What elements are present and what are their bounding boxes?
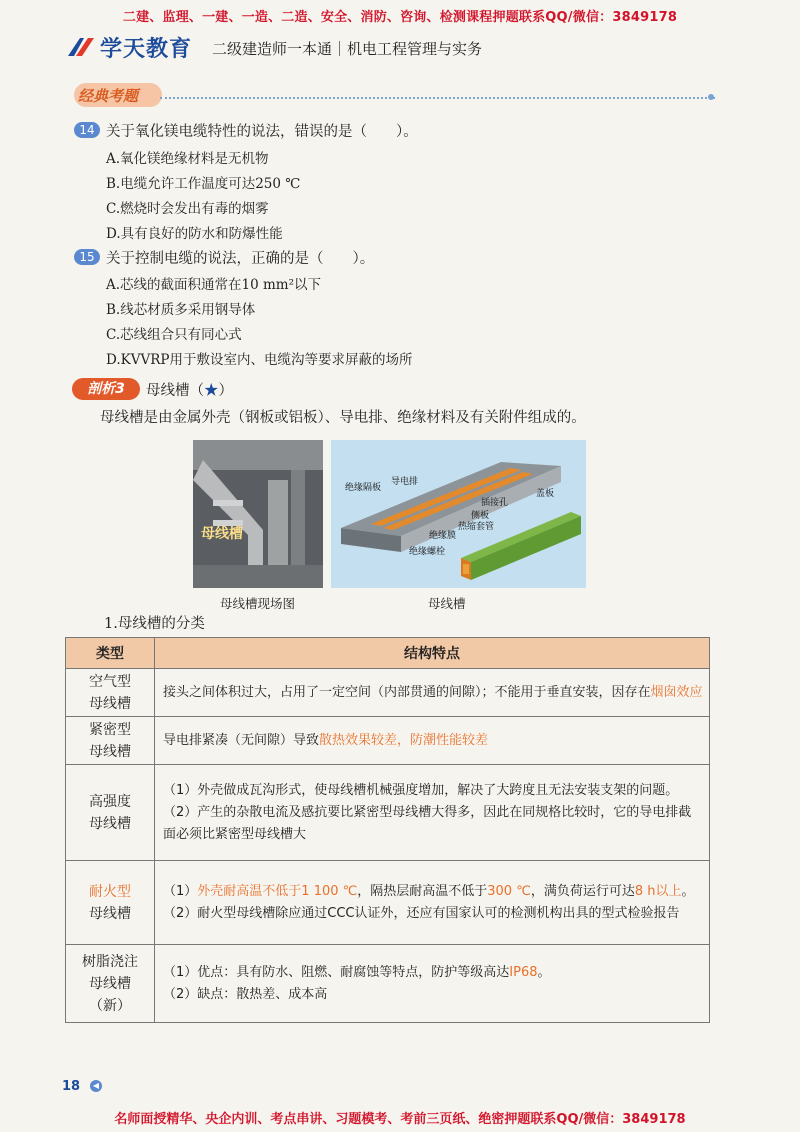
label-insulation-partition: 绝缘隔板 xyxy=(345,483,382,493)
table-header-row xyxy=(66,638,710,669)
feature-paragraph xyxy=(163,682,703,704)
row-type-line: （新） xyxy=(89,997,131,1014)
highlight-text: 外壳耐高温不低于 xyxy=(197,883,302,899)
highlight-text: 1 100 ℃ xyxy=(301,883,358,899)
subsection-title: 1.母线槽的分类 xyxy=(104,616,205,632)
table-row xyxy=(66,765,710,861)
photo1-overlay-label: 母线槽 xyxy=(201,526,243,542)
row-type-cell xyxy=(66,861,155,945)
question-14-option-d: D.具有良好的防水和防爆性能 xyxy=(106,226,283,242)
bottom-promo-banner: 名师面授精华、央企内训、考点串讲、习题模考、考前三页纸、绝密押题联系QQ/微信：3849178 xyxy=(114,1112,686,1127)
highlight-text: 散热效果较差，防潮性能较差 xyxy=(319,732,489,748)
question-14-option-c: C.燃烧时会发出有毒的烟雾 xyxy=(106,201,269,217)
table-header-type: 类型 xyxy=(66,638,155,669)
row-type-line: 母线槽 xyxy=(89,815,131,832)
busway-classification-table xyxy=(65,637,710,1023)
question-15-option-d: D.KVVRP用于敷设室内、电缆沟等要求屏蔽的场所 xyxy=(106,352,413,368)
feature-paragraph xyxy=(163,881,703,903)
row-feature-cell xyxy=(155,945,710,1023)
row-feature-cell xyxy=(155,765,710,861)
feature-text: （1）优点：具有防水、阻燃、耐腐蚀等特点，防护等级高达 xyxy=(163,964,510,980)
feature-paragraph xyxy=(163,903,703,925)
table-row xyxy=(66,945,710,1023)
row-type-line: 母线槽 xyxy=(89,743,131,760)
feature-text: 。 xyxy=(537,964,551,980)
page-arrow-icon: ◀ xyxy=(90,1080,102,1092)
question-number-14: 14 xyxy=(74,122,100,138)
label-conductor-bar: 导电排 xyxy=(391,477,419,487)
row-type-line: 空气型 xyxy=(89,673,131,690)
question-15-option-c: C.芯线组合只有同心式 xyxy=(106,327,242,343)
row-type-cell xyxy=(66,765,155,861)
row-type-line: 母线槽 xyxy=(89,905,131,922)
page-number: 18 xyxy=(62,1079,81,1094)
header-title: 二级建造师一本通｜机电工程管理与实务 xyxy=(212,40,483,58)
table-header-features: 结构特点 xyxy=(155,638,710,669)
brand-logo xyxy=(66,30,196,64)
feature-paragraph xyxy=(163,780,703,802)
question-14-stem: 关于氧化镁电缆特性的说法，错误的是（ ）。 xyxy=(106,124,418,140)
feature-paragraph xyxy=(163,802,703,846)
busway-site-photo xyxy=(193,440,323,588)
section-divider xyxy=(160,97,715,99)
photo2-caption: 母线槽 xyxy=(428,596,466,611)
label-cover-plate: 盖板 xyxy=(536,489,555,499)
question-14-option-b: B.电缆允许工作温度可达250 ℃ xyxy=(106,176,301,192)
feature-text: （1）外壳做成瓦沟形式，使母线槽机械强度增加，解决了大跨度且无法安装支架的问题。 xyxy=(163,782,679,798)
row-type-line: 母线槽 xyxy=(89,695,131,712)
feature-text: （2）耐火型母线槽除应通过CCC认证外，还应有国家认可的检测机构出具的型式检验报告 xyxy=(163,905,680,921)
row-feature-cell xyxy=(155,861,710,945)
feature-text: 接头之间体积过大，占用了一定空间（内部贯通的间隙）；不能用于垂直安装，因存在 xyxy=(163,684,651,700)
highlight-text: 300 ℃ xyxy=(487,883,531,899)
feature-text: （1） xyxy=(163,883,198,899)
analysis-badge: 剖析3 xyxy=(72,378,140,400)
table-body xyxy=(66,669,710,1023)
table-row xyxy=(66,717,710,765)
feature-paragraph xyxy=(163,984,703,1006)
question-number-15: 15 xyxy=(74,249,100,265)
analysis-title-end: ） xyxy=(218,383,233,399)
question-15-stem: 关于控制电缆的说法，正确的是（ ）。 xyxy=(106,251,375,267)
feature-text: （2）产生的杂散电流及感抗要比紧密型母线槽大得多，因此在同规格比较时，它的导电排截面必须比紧密型母线槽大 xyxy=(163,804,692,842)
label-plug-hole: 插接孔 xyxy=(481,498,509,508)
label-side-plate: 侧板 xyxy=(471,511,490,521)
row-feature-cell xyxy=(155,669,710,717)
feature-text: 。 xyxy=(681,883,695,899)
row-type-line: 紧密型 xyxy=(89,721,131,738)
analysis-title xyxy=(146,379,233,400)
feature-text: （2）缺点：散热差、成本高 xyxy=(163,986,328,1002)
analysis-intro: 母线槽是由金属外壳（钢板或铝板）、导电排、绝缘材料及有关附件组成的。 xyxy=(100,410,586,426)
highlight-text: IP68 xyxy=(509,964,538,980)
question-14-option-a: A.氧化镁绝缘材料是无机物 xyxy=(106,151,269,167)
analysis-title-text: 母线槽（ xyxy=(146,383,204,399)
feature-text: 导电排紧凑（无间隙）导致 xyxy=(163,732,320,748)
top-promo-banner: 二建、监理、一建、一造、二造、安全、消防、咨询、检测课程押题联系QQ/微信：3849178 xyxy=(122,10,678,25)
highlight-text: 烟囱效应 xyxy=(650,684,703,700)
row-type-line: 耐火型 xyxy=(89,883,131,900)
label-insulation-film: 绝缘膜 xyxy=(429,531,457,541)
highlight-text: 8 h以上 xyxy=(634,883,682,899)
row-type-line: 树脂浇注 xyxy=(82,953,138,970)
feature-text: ，隔热层耐高温不低于 xyxy=(357,883,488,899)
brand-name: 学天教育 xyxy=(100,36,193,62)
row-type-line: 高强度 xyxy=(89,793,131,810)
question-15-option-b: B.线芯材质多采用钢导体 xyxy=(106,302,256,318)
row-feature-cell xyxy=(155,717,710,765)
feature-text: ，满负荷运行可达 xyxy=(530,883,635,899)
logo-icon xyxy=(66,32,96,62)
question-15-option-a: A.芯线的截面积通常在10 mm²以下 xyxy=(106,277,322,293)
table-row xyxy=(66,861,710,945)
label-insulation-bolt: 绝缘螺栓 xyxy=(409,547,446,557)
feature-paragraph xyxy=(163,730,703,752)
label-heat-shrink-sleeve: 热缩套管 xyxy=(458,522,495,532)
star-icon: ★ xyxy=(204,383,219,399)
row-type-cell xyxy=(66,669,155,717)
row-type-line: 母线槽 xyxy=(89,975,131,992)
photo1-caption: 母线槽现场图 xyxy=(220,596,296,611)
feature-paragraph xyxy=(163,962,703,984)
row-type-cell xyxy=(66,717,155,765)
row-type-cell xyxy=(66,945,155,1023)
section-tab-label: 经典考题 xyxy=(78,87,139,105)
table-row xyxy=(66,669,710,717)
section-divider-dot xyxy=(708,94,714,100)
busway-structure-diagram xyxy=(331,440,586,588)
